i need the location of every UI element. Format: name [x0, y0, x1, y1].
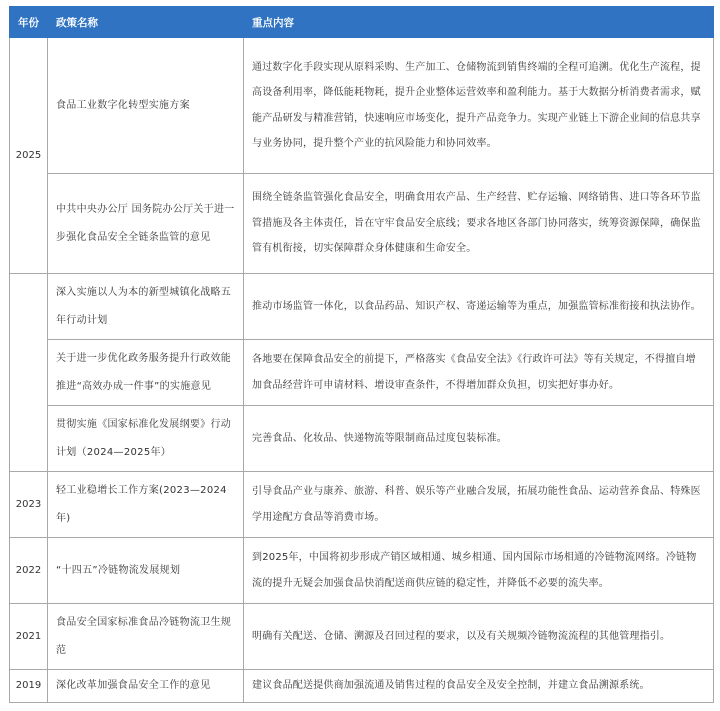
- key-content-cell: 完善食品、化妆品、快递物流等限制商品过度包装标准。: [244, 406, 714, 472]
- header-policy-name: 政策名称: [48, 7, 244, 38]
- table-row: [10, 670, 714, 703]
- key-content-cell: 推动市场监管一体化，以食品药品、知识产权、寄递运输等为重点，加强监管标准衔接和执法协作。: [244, 274, 714, 340]
- policy-name-cell: 食品安全国家标准食品冷链物流卫生规范: [48, 604, 244, 670]
- key-content-cell: 通过数字化手段实现从原料采购、生产加工、仓储物流到销售终端的全程可追溯。优化生产流程，提高设备利用率，降低能耗物耗，提升企业整体运营效率和盈利能力。基于大数据分析消费者需求，赋能产品研发与精准营销，快速响应市场变化，提升产品竞争力。实现产业链上下游企业间的信息共享与业务协同，提升整个产业的抗风险能力和协同效率。: [244, 38, 714, 174]
- policy-name-cell: 关于进一步优化政务服务提升行政效能推进“高效办成一件事”的实施意见: [48, 340, 244, 406]
- policy-table: [9, 6, 714, 703]
- key-content-cell: 建议食品配送提供商加强流通及销售过程的食品安全及安全控制，并建立食品溯源系统。: [244, 670, 714, 703]
- key-content-cell: 引导食品产业与康养、旅游、科普、娱乐等产业融合发展，拓展功能性食品、运动营养食品、特殊医学用途配方食品等消费市场。: [244, 472, 714, 538]
- header-key-content: 重点内容: [244, 7, 714, 38]
- year-cell: [10, 274, 48, 472]
- header-year: 年份: [10, 7, 48, 38]
- policy-name-cell: 食品工业数字化转型实施方案: [48, 38, 244, 174]
- year-cell: 2019: [10, 670, 48, 703]
- year-cell: 2025: [10, 38, 48, 274]
- table-row: [10, 538, 714, 604]
- key-content-cell: 各地要在保障食品安全的前提下，严格落实《食品安全法》《行政许可法》等有关规定，不得擅自增加食品经营许可申请材料、增设审查条件，不得增加群众负担，切实把好事办好。: [244, 340, 714, 406]
- table-row: [10, 174, 714, 274]
- policy-name-cell: “十四五”冷链物流发展规划: [48, 538, 244, 604]
- policy-name-cell: 中共中央办公厅 国务院办公厅关于进一步强化食品安全全链条监管的意见: [48, 174, 244, 274]
- table-row: [10, 38, 714, 174]
- policy-name-cell: 深入实施以人为本的新型城镇化战略五年行动计划: [48, 274, 244, 340]
- table-row: [10, 472, 714, 538]
- table-row: [10, 604, 714, 670]
- year-cell: 2023: [10, 472, 48, 538]
- year-cell: 2021: [10, 604, 48, 670]
- table-row: [10, 340, 714, 406]
- policy-name-cell: 贯彻实施《国家标准化发展纲要》行动计划（2024—2025年）: [48, 406, 244, 472]
- year-cell: 2022: [10, 538, 48, 604]
- table-row: [10, 274, 714, 340]
- key-content-cell: 明确有关配送、仓储、溯源及召回过程的要求，以及有关规频冷链物流流程的其他管理指引。: [244, 604, 714, 670]
- policy-name-cell: 轻工业稳增长工作方案(2023—2024年): [48, 472, 244, 538]
- table-header-row: [10, 7, 714, 38]
- key-content-cell: 围绕全链条监管强化食品安全，明确食用农产品、生产经营、贮存运输、网络销售、进口等各环节监管措施及各主体责任，旨在守牢食品安全底线；要求各地区各部门协同落实，统筹资源保障，确保监管有机衔接，切实保障群众身体健康和生命安全。: [244, 174, 714, 274]
- key-content-cell: 到2025年，中国将初步形成产销区域相通、城乡相通、国内国际市场相通的冷链物流网络。冷链物流的提升无疑会加强食品快消配送商供应链的稳定性，并降低不必要的流失率。: [244, 538, 714, 604]
- policy-name-cell: 深化改革加强食品安全工作的意见: [48, 670, 244, 703]
- table-row: [10, 406, 714, 472]
